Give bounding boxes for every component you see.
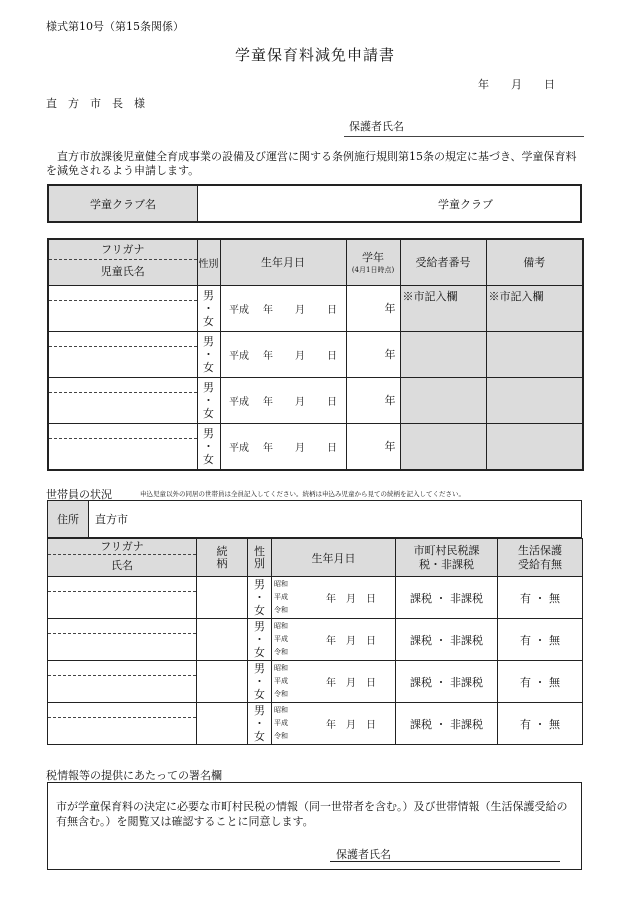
- children-name-header: [48, 239, 197, 285]
- member-sex-header: 性別: [248, 539, 272, 577]
- member-relation-cell[interactable]: [197, 703, 248, 745]
- child-grade-cell[interactable]: 年: [346, 423, 400, 470]
- member-row: [48, 577, 583, 619]
- guardian-name-line[interactable]: [344, 136, 584, 137]
- member-name-header: [48, 539, 197, 577]
- relation-header: 続柄: [197, 539, 248, 577]
- recipient-header: 受給者番号: [400, 239, 486, 285]
- welfare-cell[interactable]: 有 ・ 無: [498, 703, 583, 745]
- address-table: [47, 500, 582, 538]
- child-birth-cell[interactable]: 平成 年 月 日: [220, 423, 346, 470]
- children-table: [47, 238, 584, 471]
- recipient-city-cell: [400, 423, 486, 470]
- remarks-city-cell: [486, 331, 583, 377]
- welfare-header: 生活保護受給有無: [498, 539, 583, 577]
- child-name-cell[interactable]: [48, 285, 197, 331]
- page-title: 学童保育料減免申請書: [234, 46, 395, 64]
- child-grade-cell[interactable]: 年: [346, 377, 400, 423]
- signature-heading: 税情報等の提供にあたっての署名欄: [46, 769, 222, 782]
- child-name-header: 児童氏名: [100, 264, 145, 278]
- address-field[interactable]: [89, 501, 582, 538]
- member-name-cell[interactable]: [48, 703, 197, 745]
- member-birth-header: 生年月日: [272, 539, 396, 577]
- member-name-cell[interactable]: [48, 661, 197, 703]
- consent-text: 市が学童保育料の決定に必要な市町村民税の情報（同一世帯者を含む。）及び世帯情報（生活保護受給の有無含む。）を閲覧又は確認することに同意します。: [56, 800, 568, 828]
- child-name-cell[interactable]: [48, 377, 197, 423]
- signature-guardian-label: 保護者氏名: [336, 848, 391, 861]
- member-name-cell[interactable]: [48, 619, 197, 661]
- welfare-cell[interactable]: 有 ・ 無: [498, 619, 583, 661]
- household-table: [47, 538, 583, 745]
- child-row: [48, 331, 583, 377]
- child-sex-cell[interactable]: 男 ・ 女: [197, 285, 220, 331]
- member-sex-cell[interactable]: 男 ・ 女: [248, 661, 272, 703]
- child-grade-cell[interactable]: 年: [346, 331, 400, 377]
- child-row: [48, 285, 583, 331]
- club-label: 学童クラブ名: [48, 185, 198, 222]
- member-birth-cell[interactable]: 昭和 平成 令和 年 月 日: [272, 577, 396, 619]
- member-birth-cell[interactable]: 昭和 平成 令和 年 月 日: [272, 661, 396, 703]
- recipient-city-cell: [400, 331, 486, 377]
- addressee: 直 方 市 長 様: [46, 97, 145, 110]
- address-city: 直方市: [95, 513, 128, 526]
- household-note: 申込児童以外の同居の世帯員は全員記入してください。続柄は申込み児童から見ての続柄を記入してください。: [140, 490, 465, 498]
- child-sex-cell[interactable]: 男 ・ 女: [197, 423, 220, 470]
- member-sex-cell[interactable]: 男 ・ 女: [248, 703, 272, 745]
- furigana-header: フリガナ: [49, 241, 197, 260]
- club-suffix: 学童クラブ: [438, 197, 493, 211]
- grade-label: 学年: [362, 251, 384, 265]
- member-relation-cell[interactable]: [197, 619, 248, 661]
- member-row: [48, 703, 583, 745]
- child-birth-cell[interactable]: 平成 年 月 日: [220, 377, 346, 423]
- date-line: 年 月 日: [478, 78, 555, 91]
- child-birth-cell[interactable]: 平成 年 月 日: [220, 331, 346, 377]
- sex-header: 性別: [197, 239, 220, 285]
- club-name-field[interactable]: [198, 185, 582, 222]
- signature-box: [47, 782, 582, 870]
- remarks-city-cell: [486, 423, 583, 470]
- club-table: [47, 184, 582, 223]
- form-number: 様式第10号（第15条関係）: [46, 20, 184, 33]
- member-sex-cell[interactable]: 男 ・ 女: [248, 577, 272, 619]
- remarks-city-cell: [486, 377, 583, 423]
- member-sex-cell[interactable]: 男 ・ 女: [248, 619, 272, 661]
- child-name-cell[interactable]: [48, 423, 197, 470]
- birth-header: 生年月日: [220, 239, 346, 285]
- recipient-city-cell: [400, 377, 486, 423]
- member-name-cell[interactable]: [48, 577, 197, 619]
- signature-line[interactable]: [330, 861, 560, 862]
- welfare-cell[interactable]: 有 ・ 無: [498, 577, 583, 619]
- child-grade-cell[interactable]: 年: [346, 285, 400, 331]
- member-row: [48, 661, 583, 703]
- remarks-city-cell: ※市記入欄: [486, 285, 583, 331]
- recipient-city-cell: ※市記入欄: [400, 285, 486, 331]
- address-label: 住所: [48, 501, 89, 538]
- tax-cell[interactable]: 課税 ・ 非課税: [396, 577, 498, 619]
- child-sex-cell[interactable]: 男 ・ 女: [197, 331, 220, 377]
- child-birth-cell[interactable]: 平成 年 月 日: [220, 285, 346, 331]
- member-relation-cell[interactable]: [197, 577, 248, 619]
- child-name-cell[interactable]: [48, 331, 197, 377]
- member-name-label: 氏名: [111, 559, 133, 572]
- tax-cell[interactable]: 課税 ・ 非課税: [396, 661, 498, 703]
- tax-cell[interactable]: 課税 ・ 非課税: [396, 703, 498, 745]
- child-sex-cell[interactable]: 男 ・ 女: [197, 377, 220, 423]
- grade-note: (4月1日時点): [351, 266, 395, 275]
- tax-cell[interactable]: 課税 ・ 非課税: [396, 619, 498, 661]
- tax-header: 市町村民税課税・非課税: [396, 539, 498, 577]
- member-furigana-header: フリガナ: [48, 539, 196, 555]
- household-heading: 世帯員の状況: [46, 488, 112, 501]
- child-row: [48, 423, 583, 470]
- remarks-header: 備考: [486, 239, 583, 285]
- intro-text: 直方市放課後児童健全育成事業の設備及び運営に関する条例施行規則第15条の規定に基づき、学童保育料を減免されるよう申請します。: [46, 150, 577, 177]
- member-birth-cell[interactable]: 昭和 平成 令和 年 月 日: [272, 703, 396, 745]
- member-birth-cell[interactable]: 昭和 平成 令和 年 月 日: [272, 619, 396, 661]
- member-row: [48, 619, 583, 661]
- guardian-name-label: 保護者氏名: [349, 120, 404, 133]
- member-relation-cell[interactable]: [197, 661, 248, 703]
- welfare-cell[interactable]: 有 ・ 無: [498, 661, 583, 703]
- child-row: [48, 377, 583, 423]
- grade-header: [346, 239, 400, 285]
